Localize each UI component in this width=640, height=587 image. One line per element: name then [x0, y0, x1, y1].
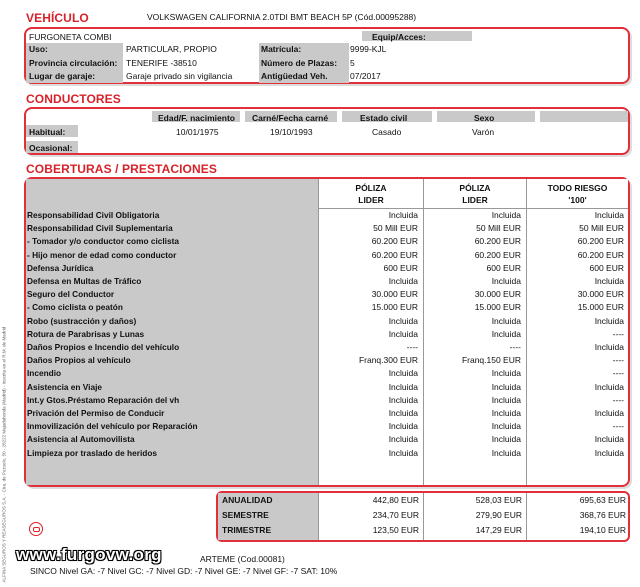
coverage-cell: 60.200 EUR	[371, 236, 418, 247]
total-cell: 147,29 EUR	[475, 525, 522, 535]
vehicle-name: VOLKSWAGEN CALIFORNIA 2.0TDI BMT BEACH 5P (Cód.00095288)	[147, 12, 417, 22]
coverage-cell: 50 Mill EUR	[476, 223, 521, 234]
legal-side-text-content: ALFINA SEGUROS Y REASEGUROS S.A. - Ctra. de Pozuelo, 50 - 28222 Majadahonda (Madrid) - Inscrita en el R.M. de Madrid	[1, 326, 7, 583]
coverage-cell: Incluida	[491, 210, 521, 220]
coverage-row-label: Rotura de Parabrisas y Lunas	[27, 328, 145, 339]
watermark: www.furgovw.org	[16, 545, 162, 564]
coverage-cell: Incluida	[388, 408, 418, 418]
habitual-edad: 10/01/1975	[176, 127, 219, 137]
coverage-cell: ----	[612, 328, 624, 339]
uso-label: Uso:	[29, 44, 48, 54]
coverage-cell: 30.000 EUR	[577, 289, 624, 300]
uso-value: PARTICULAR, PROPIO	[126, 44, 217, 54]
habitual-sexo: Varón	[472, 127, 495, 137]
legal-side-text	[0, 326, 8, 585]
total-cell: 442,80 EUR	[372, 495, 419, 505]
total-cell: 123,50 EUR	[372, 525, 419, 535]
column-header-poliza-lider-2	[423, 179, 526, 209]
coverage-cell: Incluida	[388, 394, 418, 405]
header-cell-bg	[540, 111, 628, 122]
plazas-label: Número de Plazas:	[261, 58, 338, 68]
coverage-cell: 60.200 EUR	[474, 236, 521, 247]
coverage-cell: Incluida	[491, 276, 521, 286]
total-cell: 695,63 EUR	[579, 495, 626, 505]
coverage-cell: ----	[612, 394, 624, 405]
coverage-cell: 60.200 EUR	[371, 249, 418, 260]
coberturas-box	[24, 177, 630, 487]
coverage-cell: ----	[509, 342, 521, 352]
coverage-row-label: Inmovilización del vehículo por Reparación	[27, 421, 198, 432]
conductor-header-edad: Edad/F. nacimiento	[158, 113, 235, 123]
total-cell: 234,70 EUR	[372, 510, 419, 520]
totals-box	[216, 491, 630, 542]
total-label: TRIMESTRE	[222, 525, 272, 535]
matricula-label: Matrícula:	[261, 44, 302, 54]
coverage-cell: Incluida	[594, 447, 624, 458]
coverage-cell: Incluida	[388, 276, 418, 286]
coverage-cell: Franq.150 EUR	[461, 355, 521, 366]
vehiculo-box	[24, 27, 630, 84]
garaje-value: Garaje privado sin vigilancia	[126, 71, 233, 81]
column-header-line2: LIDER	[358, 195, 384, 205]
coverage-row-label: Defensa Jurídica	[27, 262, 94, 273]
coverage-row-label: - Como ciclista o peatón	[27, 302, 123, 313]
coverage-cell: Incluida	[594, 381, 624, 392]
column-header-line1: TODO RIESGO	[547, 183, 608, 193]
coverage-cell: 15.000 EUR	[371, 302, 418, 313]
coverage-cell: Incluida	[594, 434, 624, 445]
coverage-cell: Incluida	[388, 328, 418, 339]
coverage-cell: Incluida	[491, 447, 521, 458]
coverage-row-label: Int.y Gtos.Préstamo Reparación del vh	[27, 394, 180, 405]
coverage-row-label: Responsabilidad Civil Obligatoria	[27, 210, 160, 220]
ocasional-label: Ocasional:	[29, 143, 73, 153]
plazas-value: 5	[350, 58, 355, 68]
coverage-row-label: Privación del Permiso de Conducir	[27, 408, 165, 418]
coverage-cell: 30.000 EUR	[371, 289, 418, 300]
total-cell: 279,90 EUR	[475, 510, 522, 520]
coverage-cell: Incluida	[388, 210, 418, 220]
coverage-row-label: Limpieza por traslado de heridos	[27, 447, 158, 458]
coverage-cell: 60.200 EUR	[577, 236, 624, 247]
coverage-cell: Incluida	[491, 421, 521, 432]
coverage-cell: Incluida	[388, 434, 418, 445]
antiguedad-label: Antigüedad Veh.	[261, 71, 328, 81]
company-seal-icon	[29, 522, 43, 536]
coverage-cell: ----	[406, 342, 418, 352]
habitual-carne: 19/10/1993	[270, 127, 313, 137]
coverage-cell: Incluida	[491, 315, 521, 326]
conductores-section-title: CONDUCTORES	[26, 92, 121, 106]
coverage-row-label: - Hijo menor de edad como conductor	[27, 249, 177, 260]
coverage-cell: Incluida	[388, 315, 418, 326]
coverage-cell: 50 Mill EUR	[373, 223, 418, 234]
provincia-label: Provincia circulación:	[29, 58, 118, 68]
antiguedad-value: 07/2017	[350, 71, 381, 81]
coverage-cell: Incluida	[388, 381, 418, 392]
provincia-value: TENERIFE -38510	[126, 58, 197, 68]
coverage-cell: Incluida	[388, 421, 418, 432]
coverage-row-label: Defensa en Multas de Tráfico	[27, 276, 142, 286]
coverage-cell: 60.200 EUR	[577, 249, 624, 260]
coverage-row-label: Responsabilidad Civil Suplementaria	[27, 223, 173, 234]
coverage-cell: 600 EUR	[486, 262, 521, 273]
coverage-cell: Incluida	[388, 368, 418, 379]
coverage-cell: 600 EUR	[589, 262, 624, 273]
coverage-cell: Incluida	[594, 342, 624, 352]
coverage-row-label: - Tomador y/o conductor como ciclista	[27, 236, 179, 247]
garaje-label: Lugar de garaje:	[29, 71, 96, 81]
total-cell: 368,76 EUR	[579, 510, 626, 520]
coverage-row-label: Daños Propios e Incendio del vehículo	[27, 342, 180, 352]
column-header-poliza-lider-1	[318, 179, 423, 209]
conductores-box	[24, 107, 630, 155]
conductor-header-sexo: Sexo	[474, 113, 495, 123]
coverage-row-label: Daños Propios al vehículo	[27, 355, 131, 366]
coverage-row-label: Incendio	[27, 368, 62, 379]
coverage-row-label: Asistencia al Automovilista	[27, 434, 135, 445]
matricula-value: 9999-KJL	[350, 44, 387, 54]
coberturas-section-title: COBERTURAS / PRESTACIONES	[26, 162, 217, 176]
coverage-cell: ----	[612, 421, 624, 432]
coverage-cell: ----	[612, 355, 624, 366]
coverage-cell: 600 EUR	[383, 262, 418, 273]
column-header-line1: PÓLIZA	[459, 183, 491, 193]
coverage-cell: ----	[612, 368, 624, 379]
habitual-estado: Casado	[372, 127, 402, 137]
column-header-line1: PÓLIZA	[355, 183, 387, 193]
coverage-cell: Incluida	[594, 315, 624, 326]
column-header-line2: '100'	[568, 195, 587, 205]
coverage-row-label: Seguro del Conductor	[27, 289, 115, 300]
total-cell: 528,03 EUR	[475, 495, 522, 505]
total-label: SEMESTRE	[222, 510, 269, 520]
coverage-cell: Incluida	[594, 276, 624, 286]
coverage-cell: Incluida	[491, 408, 521, 418]
total-label: ANUALIDAD	[222, 495, 273, 505]
coverage-cell: 15.000 EUR	[577, 302, 624, 313]
column-header-line2: LIDER	[462, 195, 488, 205]
coverage-cell: Incluida	[491, 434, 521, 445]
coverage-cell: Incluida	[491, 381, 521, 392]
coverage-cell: Incluida	[491, 368, 521, 379]
coverage-cell: Incluida	[491, 328, 521, 339]
habitual-label: Habitual:	[29, 127, 66, 137]
equip-label: Equip/Acces:	[372, 32, 426, 42]
coverage-cell: 30.000 EUR	[474, 289, 521, 300]
coverage-cell: 50 Mill EUR	[579, 223, 624, 234]
coverage-cell: 60.200 EUR	[474, 249, 521, 260]
conductor-header-carne: Carné/Fecha carné	[252, 113, 329, 123]
coverage-row-label: Asistencia en Viaje	[27, 381, 103, 392]
footer-agent: ARTEME (Cod.00081)	[200, 554, 285, 564]
coverage-cell: Franq.300 EUR	[358, 355, 418, 366]
coverage-cell: Incluida	[388, 447, 418, 458]
footer-levels: SINCO Nivel GA: -7 Nivel GC: -7 Nivel GD: -7 Nivel GE: -7 Nivel GF: -7 SAT: 10%	[30, 566, 338, 576]
coverage-cell: Incluida	[594, 408, 624, 418]
conductor-header-estado: Estado civil	[360, 113, 408, 123]
coverage-cell: 15.000 EUR	[474, 302, 521, 313]
coverage-cell: Incluida	[491, 394, 521, 405]
column-header-todo-riesgo	[526, 179, 628, 209]
vehiculo-section-title: VEHÍCULO	[26, 11, 89, 25]
total-cell: 194,10 EUR	[579, 525, 626, 535]
coverage-row-label: Robo (sustracción y daños)	[27, 315, 137, 326]
vehicle-type: FURGONETA COMBI	[29, 32, 112, 42]
coverage-cell: Incluida	[594, 210, 624, 220]
